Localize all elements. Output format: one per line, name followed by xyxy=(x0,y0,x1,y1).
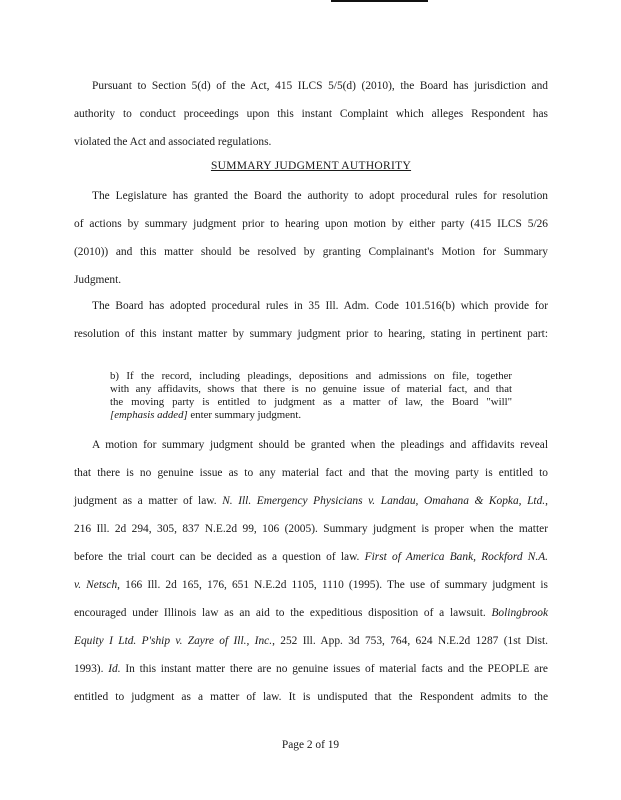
text-line xyxy=(74,655,548,683)
text-line xyxy=(74,543,548,571)
text-span: before the trial court can be decided as a question of law. xyxy=(74,551,365,563)
top-rule xyxy=(331,0,428,2)
quote-text: enter summary judgment. xyxy=(187,409,302,421)
section-heading: SUMMARY JUDGMENT AUTHORITY xyxy=(210,160,412,172)
text-line: resolution of this instant matter by summary judgment prior to hearing, stating in pertinent part: xyxy=(74,328,548,340)
case-citation: Equity I Ltd. P'ship v. Zayre of Ill., Inc. xyxy=(74,635,273,647)
text-line: A motion for summary judgment should be granted when the pleadings and affidavits reveal xyxy=(92,439,548,451)
text-line xyxy=(74,599,548,627)
text-line: violated the Act and associated regulations. xyxy=(74,136,272,148)
text-line: Judgment. xyxy=(74,274,122,286)
text-span: , 166 Ill. 2d 165, 176, 651 N.E.2d 1105, 1110 (1995). The use of summary judgment is xyxy=(117,579,548,591)
text-line xyxy=(74,627,548,655)
text-line: Pursuant to Section 5(d) of the Act, 415 ILCS 5/5(d) (2010), the Board has jurisdiction and xyxy=(92,80,548,92)
text-line: 216 Ill. 2d 294, 305, 837 N.E.2d 99, 106 (2005). Summary judgment is proper when the matter xyxy=(74,523,548,535)
emphasis-note: [emphasis added] xyxy=(110,409,188,421)
block-quote xyxy=(110,370,512,422)
text-line: that there is no genuine issue as to any material fact and that the moving party is entitled to xyxy=(74,467,548,479)
procedural-rules-paragraph xyxy=(74,292,548,348)
case-citation: N. Ill. Emergency Physicians v. Landau, Omahana & Kopka, Ltd. xyxy=(222,495,546,507)
text-span: , 252 Ill. App. 3d 753, 764, 624 N.E.2d 1287 (1st Dist. xyxy=(272,635,548,647)
id-citation: Id. xyxy=(108,663,121,675)
quote-line xyxy=(110,409,512,422)
text-line: The Legislature has granted the Board the authority to adopt procedural rules for resolution xyxy=(92,190,548,202)
case-citation: v. Netsch xyxy=(74,579,118,591)
quote-line: b) If the record, including pleadings, depositions and admissions on file, together xyxy=(110,370,512,382)
text-span: judgment as a matter of law. xyxy=(74,495,223,507)
text-span: 1993). xyxy=(74,663,109,675)
quote-line: the moving party is entitled to judgment as a matter of law, the Board "will" xyxy=(110,396,512,408)
page-number: Page 2 of 19 xyxy=(281,739,340,751)
text-line: of actions by summary judgment prior to hearing upon motion by either party (415 ILCS 5/26 xyxy=(74,218,548,230)
text-span: , xyxy=(545,495,548,507)
jurisdiction-paragraph xyxy=(74,72,548,156)
text-line: authority to conduct proceedings upon this instant Complaint which alleges Respondent has xyxy=(74,108,548,120)
text-line: entitled to judgment as a matter of law. It is undisputed that the Respondent admits to the xyxy=(74,691,548,703)
quote-line: with any affidavits, shows that there is no genuine issue of material fact, and that xyxy=(110,383,512,395)
summary-judgment-paragraph xyxy=(74,431,548,711)
text-line: The Board has adopted procedural rules in 35 Ill. Adm. Code 101.516(b) which provide for xyxy=(92,300,548,312)
text-line xyxy=(74,571,548,599)
text-span: In this instant matter there are no genuine issues of material facts and the PEOPLE are xyxy=(120,663,548,675)
legislature-paragraph xyxy=(74,182,548,294)
text-line xyxy=(74,487,548,515)
text-span: encouraged under Illinois law as an aid to the expeditious disposition of a lawsuit. xyxy=(74,607,492,619)
text-line: (2010)) and this matter should be resolved by granting Complainant's Motion for Summary xyxy=(74,246,548,258)
case-citation: Bolingbrook xyxy=(491,607,548,619)
case-citation: First of America Bank, Rockford N.A. xyxy=(364,551,548,563)
